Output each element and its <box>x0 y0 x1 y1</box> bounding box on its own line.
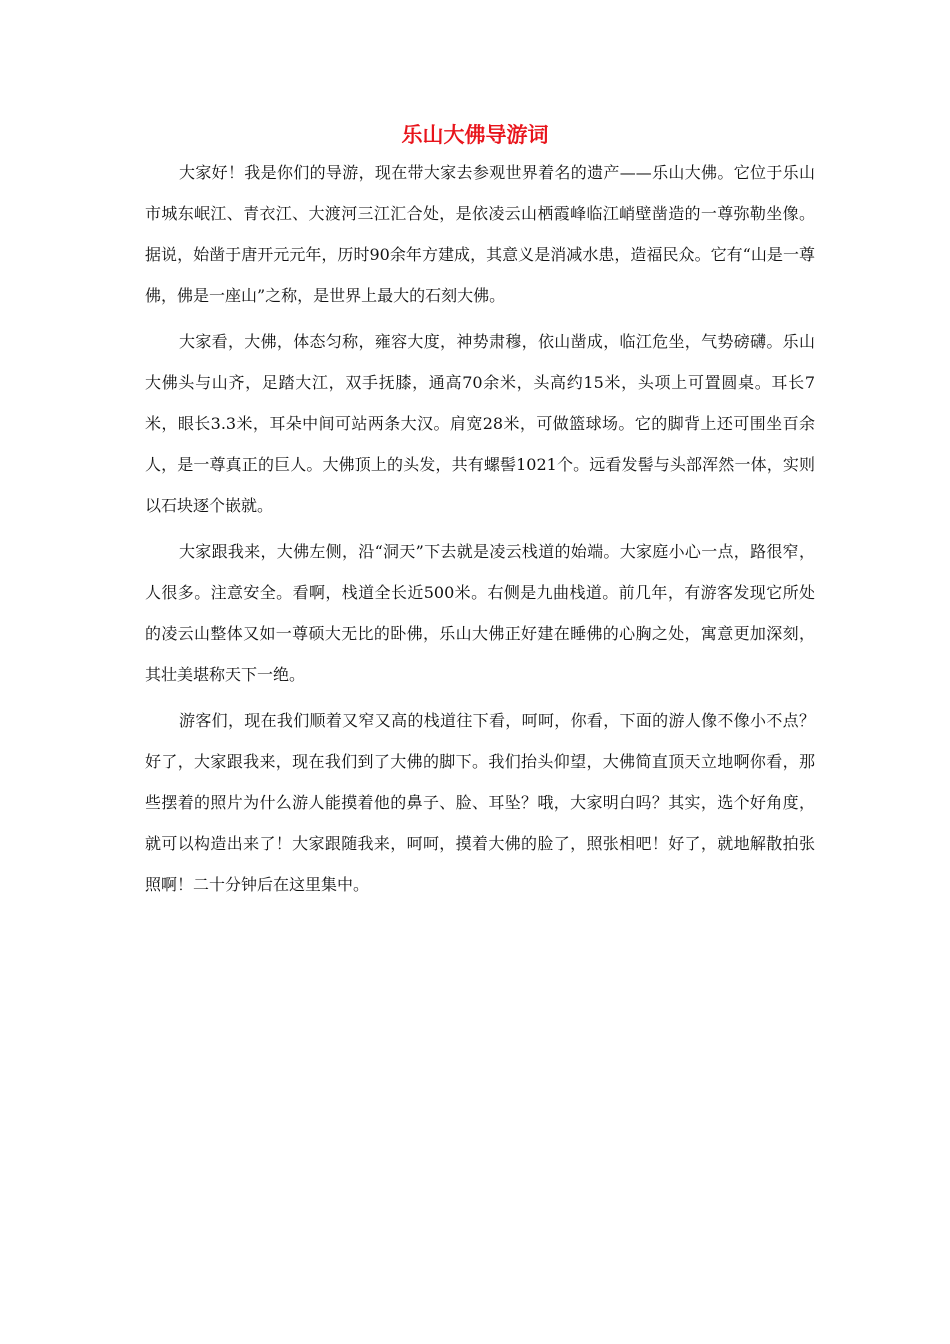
paragraph-4: 游客们，现在我们顺着又窄又高的栈道往下看，呵呵，你看，下面的游人像不像小不点？好了，大家跟我来，现在我们到了大佛的脚下。我们抬头仰望，大佛简直顶天立地啊你看，那些摆着的照片为什么游人能摸着他的鼻子、脸、耳坠？哦，大家明白吗？其实，选个好角度，就可以构造出来了！大家跟随我来，呵呵，摸着大佛的脸了，照张相吧！好了，就地解散拍张照啊！二十分钟后在这里集中。 <box>145 711 815 894</box>
document-body <box>145 152 815 905</box>
document-title: 乐山大佛导游词 <box>401 122 549 147</box>
paragraph-3: 大家跟我来，大佛左侧，沿“洞天”下去就是凌云栈道的始端。大家庭小心一点，路很窄，人很多。注意安全。看啊，栈道全长近500米。右侧是九曲栈道。前几年，有游客发现它所处的凌云山整体又如一尊硕大无比的卧佛，乐山大佛正好建在睡佛的心胸之处，寓意更加深刻，其壮美堪称天下一绝。 <box>145 542 815 684</box>
paragraph-2: 大家看，大佛，体态匀称，雍容大度，神势肃穆，依山凿成，临江危坐，气势磅礴。乐山大佛头与山齐，足踏大江，双手抚膝，通高70余米，头高约15米，头项上可置圆桌。耳长7米，眼长3.3米，耳朵中间可站两条大汉。肩宽28米，可做篮球场。它的脚背上还可围坐百余人，是一尊真正的巨人。大佛顶上的头发，共有螺髻1021个。远看发髻与头部浑然一体，实则以石块逐个嵌就。 <box>145 332 815 515</box>
paragraph-1: 大家好！我是你们的导游，现在带大家去参观世界着名的遗产——乐山大佛。它位于乐山市城东岷江、青衣江、大渡河三江汇合处，是依凌云山栖霞峰临江峭壁凿造的一尊弥勒坐像。据说，始凿于唐开元元年，历时90余年方建成，其意义是消减水患，造福民众。它有“山是一尊佛，佛是一座山”之称，是世界上最大的石刻大佛。 <box>145 163 815 305</box>
